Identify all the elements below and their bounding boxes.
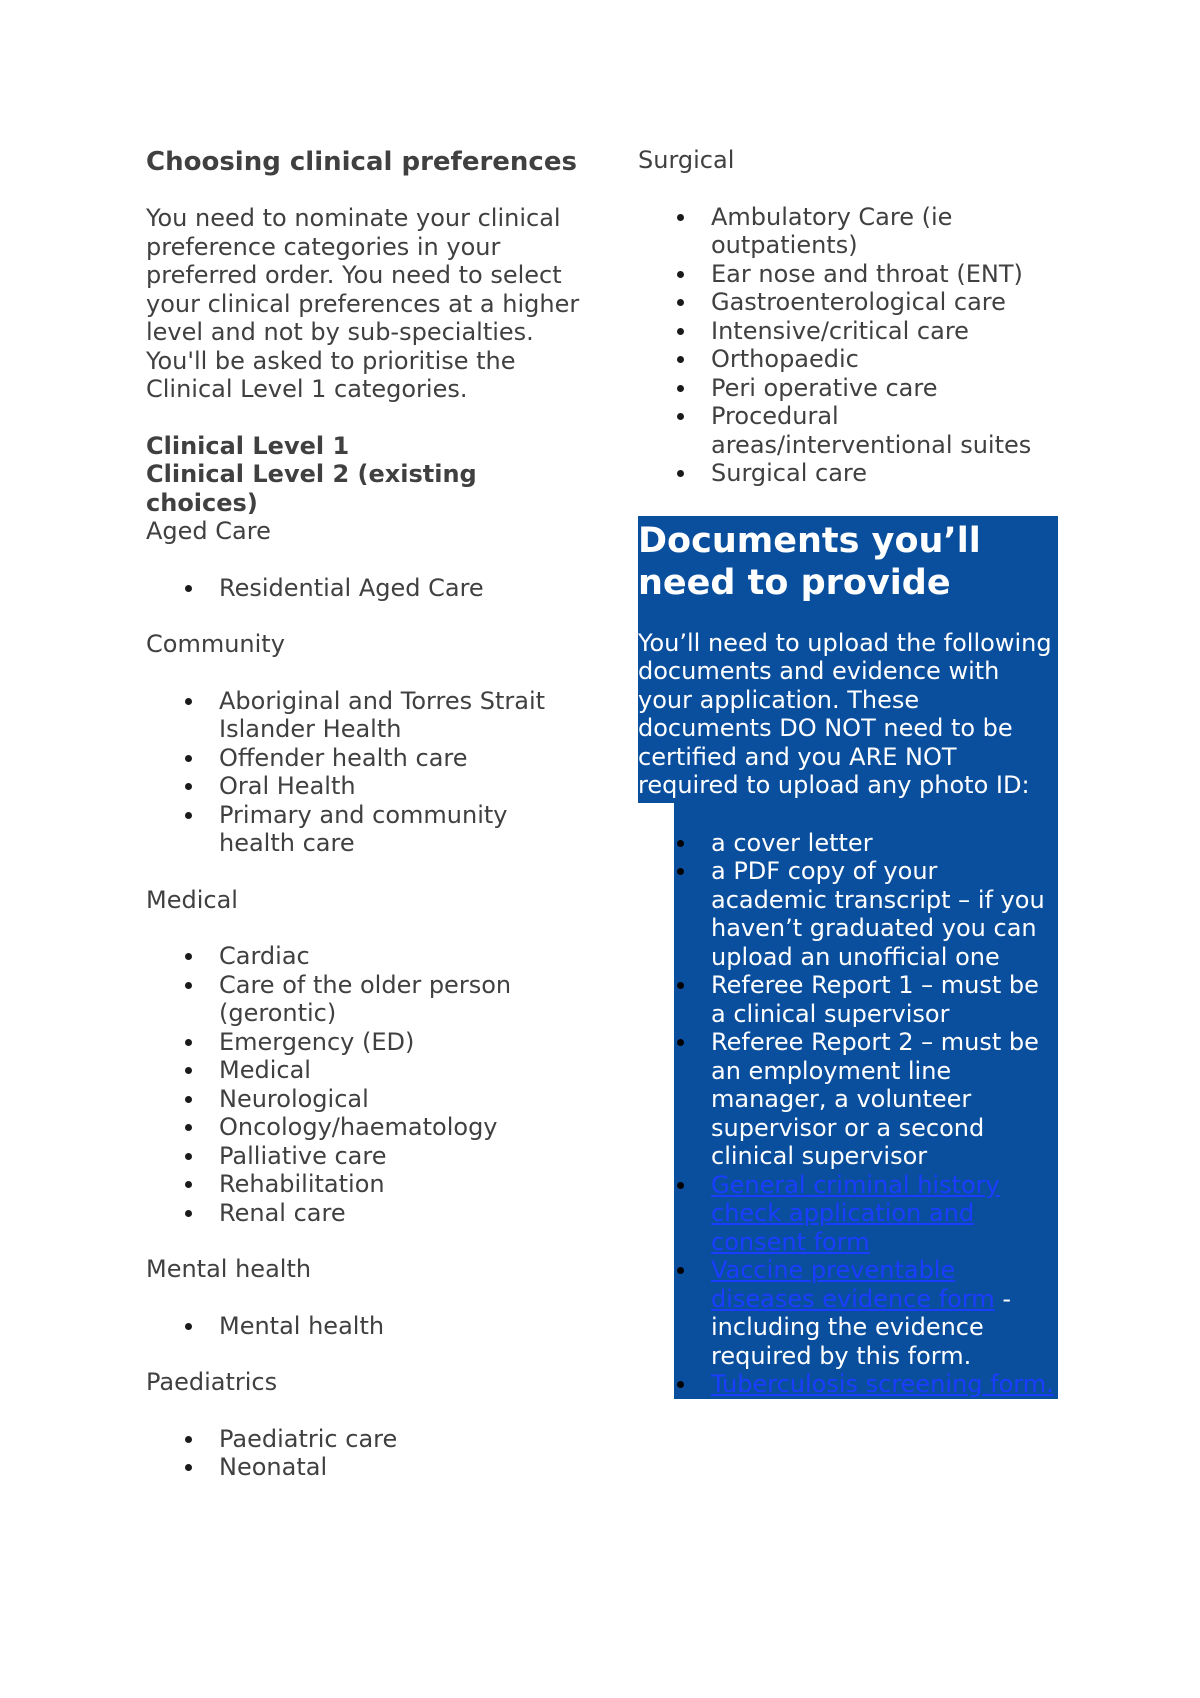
list-item-transcript: a PDF copy of your academic transcript – if you haven’t graduated you can upload an unofficial one xyxy=(711,857,1058,971)
documents-callout-header xyxy=(638,516,1058,803)
list-item: Neonatal xyxy=(219,1453,586,1482)
list-item: Ambulatory Care (ie outpatients) xyxy=(711,203,1058,260)
list-item: Gastroenterological care xyxy=(711,288,1058,317)
list-item: Medical xyxy=(219,1056,586,1085)
list-item: Cardiac xyxy=(219,942,586,971)
list-item-referee-2: Referee Report 2 – must be an employment line manager, a volunteer supervisor or a second clinical supervisor xyxy=(711,1028,1058,1171)
list-item: Intensive/critical care xyxy=(711,317,1058,346)
list-item: Procedural areas/interventional suites xyxy=(711,402,1058,459)
group-heading-mental-health: Mental health xyxy=(146,1255,312,1283)
list-item-criminal-history xyxy=(711,1171,1058,1257)
list-item: Renal care xyxy=(219,1199,586,1228)
list-item-tuberculosis xyxy=(711,1370,1058,1399)
list-item: Primary and community health care xyxy=(219,801,586,858)
list-item: Offender health care xyxy=(219,744,586,773)
list-item: Orthopaedic xyxy=(711,345,1058,374)
list-item: Peri operative care xyxy=(711,374,1058,403)
documents-list xyxy=(674,829,1058,1399)
page-title: Choosing clinical preferences xyxy=(146,147,577,177)
intro-paragraph: You need to nominate your clinical preference categories in your preferred order. You need to select your clinical preferences at a higher level and not by sub-specialties. You'll be asked to prioritise the Clinical Level 1 categories. xyxy=(146,204,580,403)
list-item: Care of the older person (gerontic) xyxy=(219,971,586,1028)
list-community xyxy=(146,687,586,858)
list-item: Rehabilitation xyxy=(219,1170,586,1199)
list-item: Aboriginal and Torres Strait Islander Health xyxy=(219,687,586,744)
list-item-cover-letter: a cover letter xyxy=(711,829,1058,858)
list-item: Oncology/haematology xyxy=(219,1113,586,1142)
list-item: Palliative care xyxy=(219,1142,586,1171)
clinical-level-1-heading: Clinical Level 1 xyxy=(146,431,350,460)
list-item-vaccine xyxy=(711,1256,1058,1370)
list-paediatrics xyxy=(146,1425,586,1482)
list-item-referee-1: Referee Report 1 – must be a clinical supervisor xyxy=(711,971,1058,1028)
right-column xyxy=(638,146,1058,1399)
vaccine-suffix-text: - including the evidence required by this form. xyxy=(711,1284,1011,1370)
clinical-level-2-heading: Clinical Level 2 (existing choices) xyxy=(146,460,477,517)
tuberculosis-screening-form-link[interactable]: Tuberculosis screening form. xyxy=(711,1370,1054,1398)
documents-intro: You’ll need to upload the following documents and evidence with your application. These documents DO NOT need to be certified and you ARE NOT required to upload any photo ID: xyxy=(638,628,1052,799)
list-item: Paediatric care xyxy=(219,1425,586,1454)
group-heading-medical: Medical xyxy=(146,885,238,914)
documents-list-box xyxy=(674,803,1058,1399)
list-item: Ear nose and throat (ENT) xyxy=(711,260,1058,289)
list-item: Surgical care xyxy=(711,459,1058,488)
vaccine-evidence-form-link[interactable]: Vaccine preventable diseases evidence form xyxy=(711,1256,995,1313)
left-column xyxy=(146,146,586,1510)
criminal-history-form-link[interactable]: General criminal history check application and consent form xyxy=(711,1170,1000,1256)
list-item: Oral Health xyxy=(219,772,586,801)
documents-title: Documents you’ll need to provide xyxy=(638,520,981,603)
list-item: Emergency (ED) xyxy=(219,1028,586,1057)
list-aged-care xyxy=(146,574,586,603)
group-heading-community: Community xyxy=(146,630,285,658)
list-medical xyxy=(146,942,586,1227)
list-mental-health xyxy=(146,1312,586,1341)
list-item: Neurological xyxy=(219,1085,586,1114)
group-heading-paediatrics: Paediatrics xyxy=(146,1368,278,1396)
documents-callout xyxy=(638,516,1058,1399)
list-item: Residential Aged Care xyxy=(219,574,586,603)
group-heading-surgical: Surgical xyxy=(638,146,735,174)
list-item: Mental health xyxy=(219,1312,586,1341)
group-heading-aged-care: Aged Care xyxy=(146,517,271,545)
list-surgical xyxy=(638,203,1058,488)
